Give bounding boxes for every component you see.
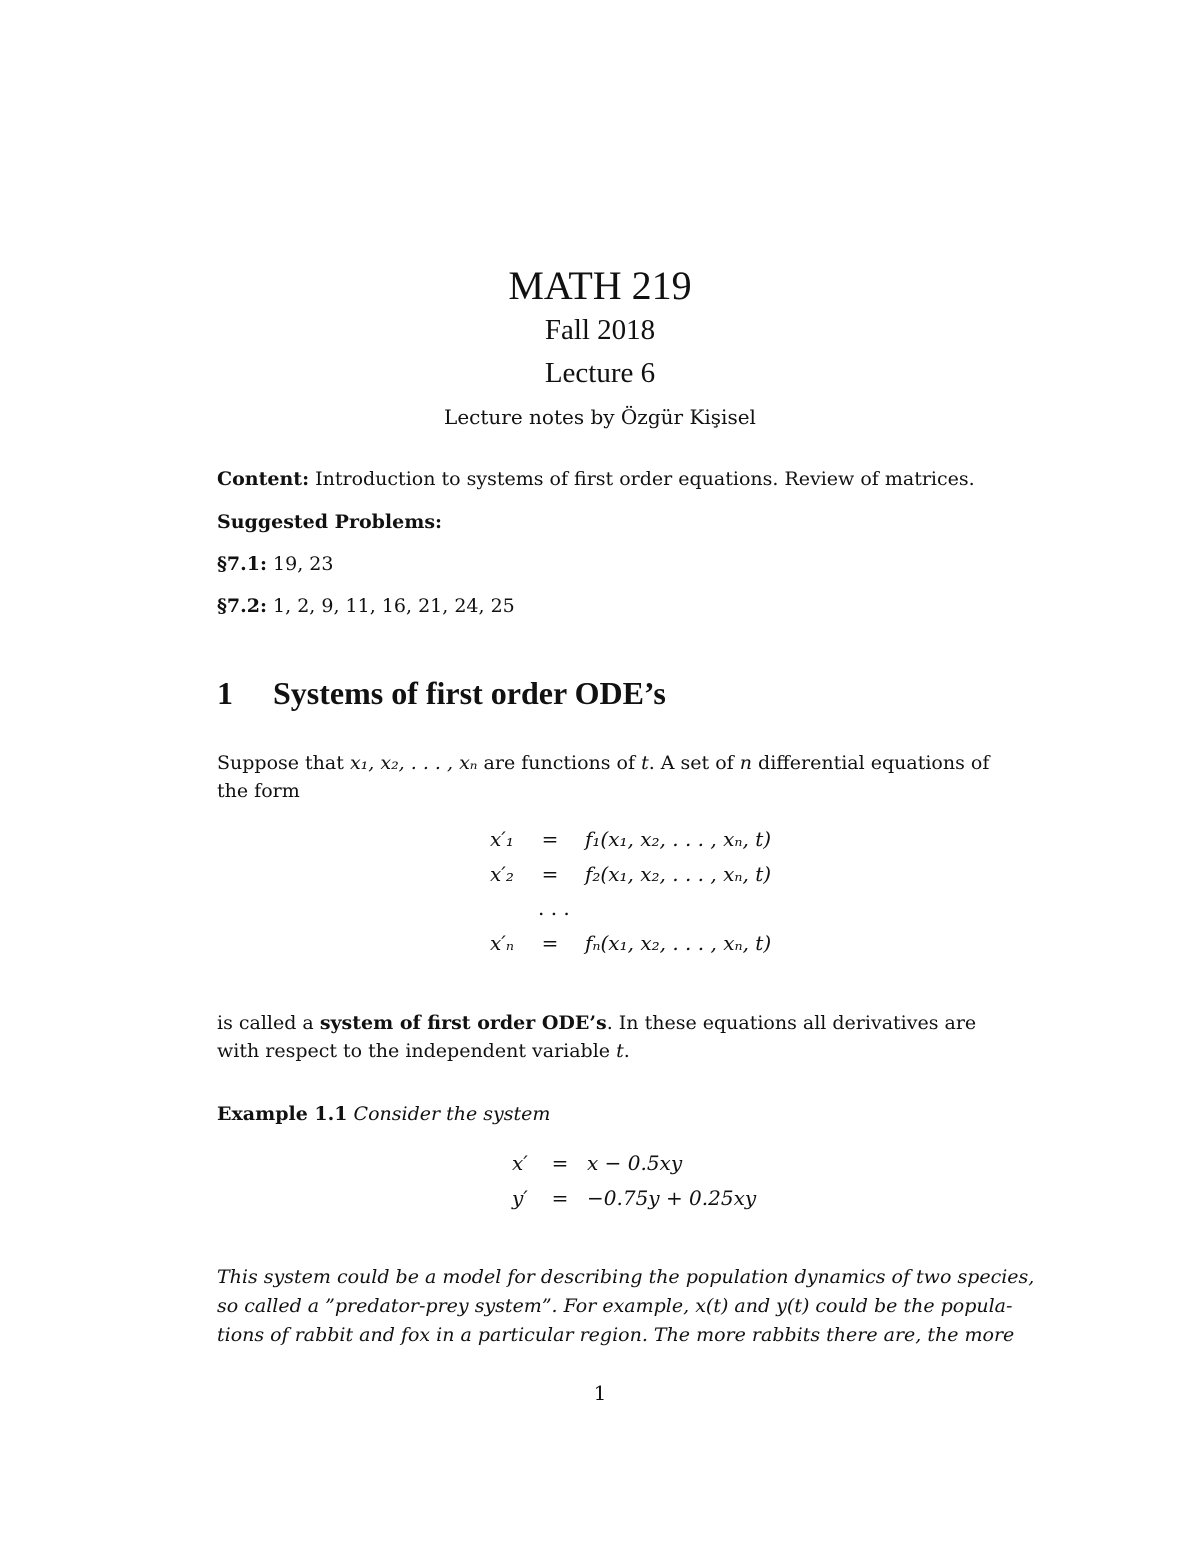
- problems-7-1: [217, 550, 1057, 578]
- equation-equals: =: [541, 827, 559, 851]
- text-span: . In these equations all derivatives are: [606, 1012, 977, 1034]
- text-span: Suppose that: [217, 752, 350, 774]
- equation-rhs: x − 0.5xy: [587, 1151, 683, 1175]
- equation-lhs: x′: [512, 1151, 528, 1175]
- equation-equals: =: [541, 862, 559, 886]
- paragraph-2-line-1: [217, 1009, 1057, 1037]
- suggested-problems-heading: Suggested Problems:: [217, 511, 443, 533]
- page-number: 1: [593, 1381, 607, 1405]
- paragraph-1-line-1: [217, 749, 1057, 777]
- section-heading: [217, 672, 666, 714]
- math-vars: x₁, x₂, . . . , xₙ: [349, 752, 478, 774]
- example-text-line-1: This system could be a model for describing the population dynamics of two species,: [217, 1266, 1035, 1288]
- equation-rhs: fₙ(x₁, x₂, . . . , xₙ, t): [585, 931, 772, 955]
- text-span: with respect to the independent variable: [217, 1040, 617, 1062]
- section-title: Systems of first order ODE’s: [273, 675, 666, 711]
- equation-lhs: x′₂: [490, 862, 514, 886]
- math-t: t: [641, 752, 649, 774]
- example-lead: Consider the system: [353, 1103, 551, 1125]
- equation-lhs: y′: [512, 1186, 528, 1210]
- term: Fall 2018: [544, 314, 656, 346]
- content-label: Content:: [217, 468, 310, 490]
- problems-7-2-label: §7.2:: [217, 595, 268, 617]
- equation-lhs: x′ₙ: [490, 931, 514, 955]
- author-line: Lecture notes by Özgür Kişisel: [444, 405, 756, 429]
- course-title: MATH 219: [508, 263, 692, 308]
- defined-term: system of first order ODE’s: [319, 1012, 607, 1034]
- equation-equals: =: [551, 1186, 569, 1210]
- math-t: t: [616, 1040, 624, 1062]
- content-line: [217, 465, 1057, 493]
- lecture-number: Lecture 6: [544, 357, 656, 389]
- example-label: Example 1.1: [217, 1103, 348, 1125]
- problems-7-2: [217, 592, 1057, 620]
- example-text-line-3: tions of rabbit and fox in a particular region. The more rabbits there are, the more: [217, 1324, 1015, 1346]
- equation-lhs: x′₁: [490, 827, 514, 851]
- equation-equals: =: [541, 931, 559, 955]
- example-heading: [217, 1100, 1057, 1128]
- equation-rhs: f₁(x₁, x₂, . . . , xₙ, t): [585, 827, 772, 851]
- problems-7-1-list: 19, 23: [267, 553, 334, 575]
- section-number: 1: [217, 675, 233, 711]
- paragraph-1-line-2: the form: [217, 780, 300, 802]
- paragraph-2-line-2: [217, 1037, 1057, 1065]
- text-span: differential equations of: [752, 752, 990, 774]
- text-span: is called a: [217, 1012, 320, 1034]
- problems-7-1-label: §7.1:: [217, 553, 268, 575]
- text-span: are functions of: [477, 752, 642, 774]
- equation-rhs: −0.75y + 0.25xy: [587, 1186, 757, 1210]
- math-n: n: [739, 752, 752, 774]
- example-text-line-2: so called a ”predator-prey system”. For example, x(t) and y(t) could be the popula-: [217, 1295, 1013, 1317]
- equation-equals: =: [551, 1151, 569, 1175]
- problems-7-2-list: 1, 2, 9, 11, 16, 21, 24, 25: [267, 595, 515, 617]
- text-span: .: [623, 1040, 630, 1062]
- text-span: . A set of: [648, 752, 740, 774]
- content-text: Introduction to systems of first order equations. Review of matrices.: [309, 468, 975, 490]
- equation-ellipsis: . . .: [538, 896, 570, 920]
- equation-rhs: f₂(x₁, x₂, . . . , xₙ, t): [585, 862, 772, 886]
